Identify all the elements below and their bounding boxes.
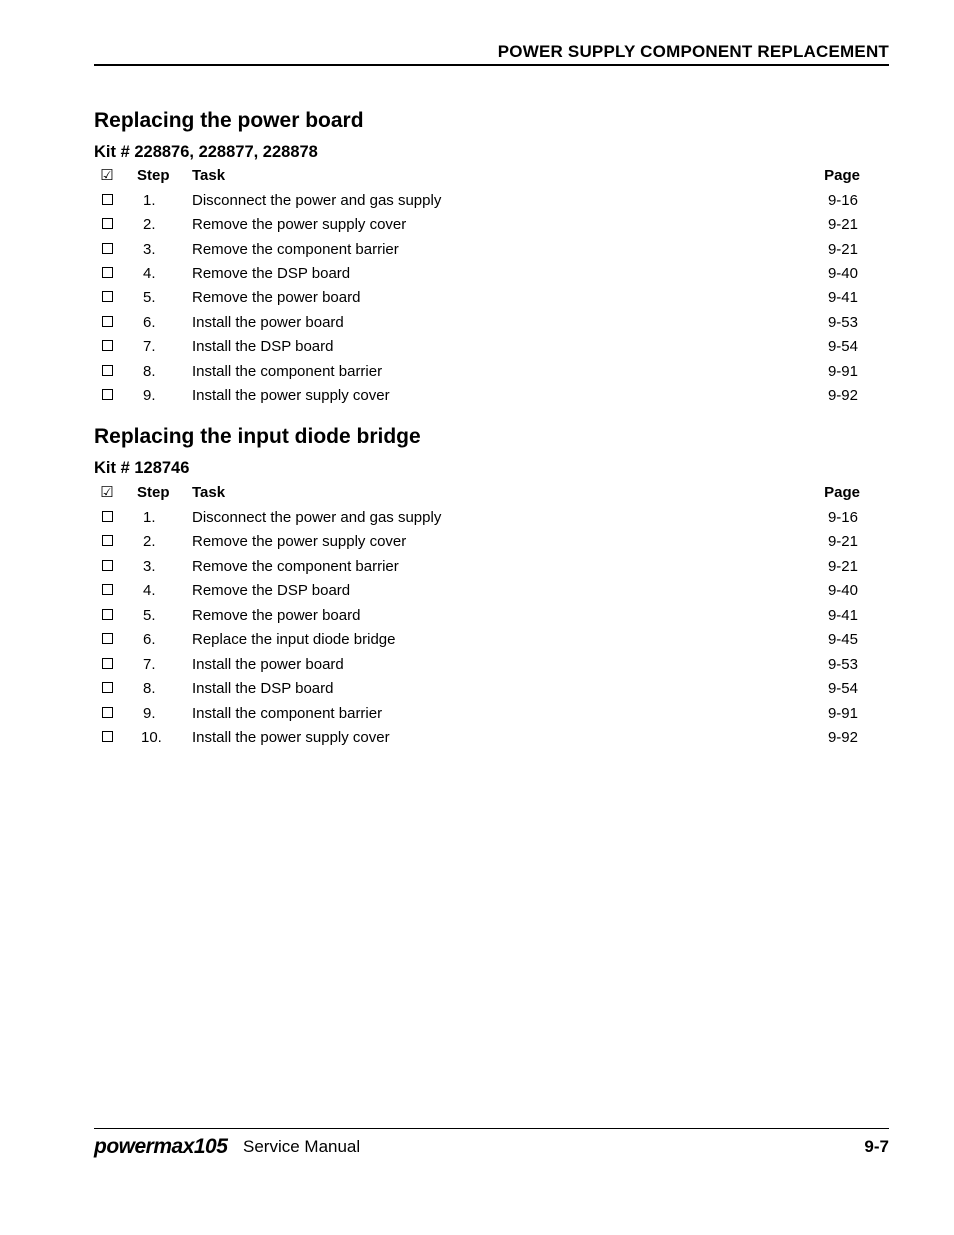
checkbox-icon[interactable] — [100, 239, 114, 261]
table-row — [94, 605, 874, 627]
checkbox-icon[interactable] — [100, 287, 114, 309]
table-row — [94, 385, 874, 407]
page-ref: 9-16 — [827, 192, 858, 209]
step-number: 8. — [143, 363, 156, 380]
table-row — [94, 361, 874, 383]
page-ref: 9-92 — [827, 729, 858, 746]
brand-logo: powermax105 — [94, 1135, 228, 1158]
step-number: 8. — [143, 680, 156, 697]
table-header — [94, 165, 874, 187]
table-row — [94, 214, 874, 236]
step-number: 2. — [143, 533, 156, 550]
step-number: 7. — [143, 338, 156, 355]
checkbox-icon[interactable] — [100, 605, 114, 627]
task-text: Remove the power board — [192, 289, 361, 306]
task-text: Install the power supply cover — [192, 729, 390, 746]
page-ref: 9-21 — [827, 216, 858, 233]
checkbox-icon[interactable] — [100, 385, 114, 407]
task-text: Remove the DSP board — [192, 265, 351, 282]
step-number: 7. — [143, 656, 156, 673]
page-ref: 9-21 — [827, 558, 858, 575]
table-row — [94, 678, 874, 700]
checkbox-icon[interactable] — [100, 654, 114, 676]
checkbox-icon[interactable] — [100, 263, 114, 285]
page-ref: 9-53 — [827, 656, 858, 673]
checkbox-icon[interactable] — [100, 629, 114, 651]
step-number: 5. — [143, 607, 156, 624]
task-text: Remove the power supply cover — [192, 216, 407, 233]
table-row — [94, 287, 874, 309]
page-ref: 9-40 — [827, 582, 858, 599]
checkbox-icon[interactable] — [100, 190, 114, 212]
task-text: Install the power board — [192, 656, 344, 673]
page-ref: 9-54 — [827, 680, 858, 697]
page-ref: 9-53 — [827, 314, 858, 331]
column-step: Step — [137, 167, 170, 184]
checkbox-icon[interactable] — [100, 507, 114, 529]
section-title: Replacing the power board — [94, 109, 364, 132]
page-ref: 9-54 — [827, 338, 858, 355]
task-text: Remove the power board — [192, 607, 361, 624]
checkbox-icon[interactable] — [100, 531, 114, 553]
column-step: Step — [137, 484, 170, 501]
table-row — [94, 727, 874, 749]
table-row — [94, 556, 874, 578]
table-row — [94, 190, 874, 212]
step-number: 5. — [143, 289, 156, 306]
page-ref: 9-41 — [827, 607, 858, 624]
page-ref: 9-45 — [827, 631, 858, 648]
column-page: Page — [824, 484, 860, 501]
table-row — [94, 507, 874, 529]
task-text: Install the DSP board — [192, 338, 334, 355]
step-number: 6. — [143, 314, 156, 331]
column-page: Page — [824, 167, 860, 184]
kit-number: Kit # 228876, 228877, 228878 — [94, 143, 318, 161]
checkbox-icon[interactable] — [100, 678, 114, 700]
page-ref: 9-41 — [827, 289, 858, 306]
step-number: 4. — [143, 582, 156, 599]
page-ref: 9-21 — [827, 241, 858, 258]
checkbox-icon[interactable] — [100, 580, 114, 602]
task-text: Remove the component barrier — [192, 241, 399, 258]
step-number: 4. — [143, 265, 156, 282]
checkbox-icon[interactable] — [100, 312, 114, 334]
page-ref: 9-91 — [827, 705, 858, 722]
step-number: 3. — [143, 558, 156, 575]
checked-box-icon: ☑ — [100, 167, 114, 184]
page-ref: 9-16 — [827, 509, 858, 526]
checkbox-icon[interactable] — [100, 703, 114, 725]
table-row — [94, 531, 874, 553]
table-row — [94, 263, 874, 285]
step-number: 9. — [143, 387, 156, 404]
step-number: 3. — [143, 241, 156, 258]
table-row — [94, 336, 874, 358]
table-row — [94, 629, 874, 651]
step-number: 1. — [143, 192, 156, 209]
task-text: Replace the input diode bridge — [192, 631, 396, 648]
page-ref: 9-92 — [827, 387, 858, 404]
checked-box-icon: ☑ — [100, 484, 114, 501]
column-task: Task — [192, 167, 226, 184]
task-text: Remove the component barrier — [192, 558, 399, 575]
page-number: 9-7 — [864, 1137, 889, 1156]
table-row — [94, 239, 874, 261]
checkbox-icon[interactable] — [100, 361, 114, 383]
step-number: 1. — [143, 509, 156, 526]
manual-title: Service Manual — [243, 1137, 361, 1156]
checkbox-icon[interactable] — [100, 727, 114, 749]
task-text: Install the power supply cover — [192, 387, 390, 404]
section-title: Replacing the input diode bridge — [94, 425, 421, 448]
task-text: Disconnect the power and gas supply — [192, 192, 442, 209]
table-row — [94, 312, 874, 334]
task-text: Install the power board — [192, 314, 344, 331]
step-number: 10. — [141, 729, 162, 746]
task-text: Install the component barrier — [192, 363, 383, 380]
kit-number: Kit # 128746 — [94, 459, 190, 477]
page-ref: 9-21 — [827, 533, 858, 550]
column-task: Task — [192, 484, 226, 501]
table-row — [94, 654, 874, 676]
step-number: 6. — [143, 631, 156, 648]
table-header — [94, 482, 874, 504]
page-footer — [94, 1128, 889, 1163]
table-row — [94, 580, 874, 602]
checkbox-icon[interactable] — [100, 556, 114, 578]
step-number: 2. — [143, 216, 156, 233]
page-ref: 9-40 — [827, 265, 858, 282]
step-number: 9. — [143, 705, 156, 722]
checkbox-icon[interactable] — [100, 336, 114, 358]
table-row — [94, 703, 874, 725]
task-text: Remove the power supply cover — [192, 533, 407, 550]
task-text: Install the component barrier — [192, 705, 383, 722]
task-text: Disconnect the power and gas supply — [192, 509, 442, 526]
running-header: POWER SUPPLY COMPONENT REPLACEMENT — [94, 42, 889, 66]
checkbox-icon[interactable] — [100, 214, 114, 236]
task-text: Install the DSP board — [192, 680, 334, 697]
task-text: Remove the DSP board — [192, 582, 351, 599]
page-ref: 9-91 — [827, 363, 858, 380]
